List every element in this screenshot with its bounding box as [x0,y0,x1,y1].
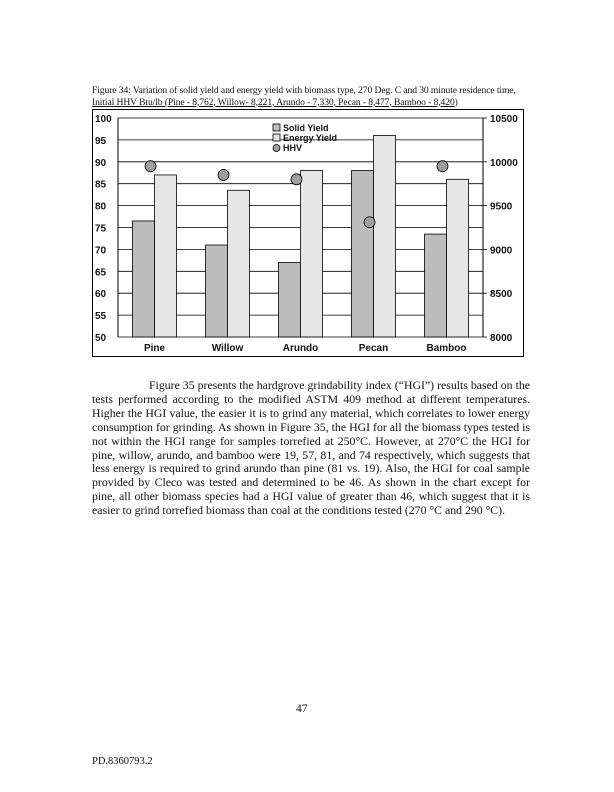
right-tick-label: 9500 [490,201,513,213]
left-tick-label: 85 [95,179,107,191]
document-id: PD.8360793.2 [92,756,153,767]
left-tick-label: 75 [95,223,107,235]
category-label: Pecan [358,343,389,354]
left-tick-label: 70 [95,245,107,257]
hhv-marker [291,174,302,185]
body-text [92,379,530,518]
solid-yield-bar [206,245,228,337]
right-tick-label: 8000 [490,333,513,344]
energy-yield-bar [301,171,323,337]
solid-yield-bar [133,221,155,337]
legend-swatch-hhv [273,145,280,152]
left-tick-label: 50 [95,333,107,344]
caption-line-2: Initial HHV Btu/lb (Pine - 8,762, Willow- 8,221, Arundo - 7,330, Pecan - 8,477, Bamboo - 8,420) [92,96,458,108]
hhv-marker [218,169,229,180]
legend-label-solid-yield: Solid Yield [283,123,329,133]
caption-line-1: Figure 34: Variation of solid yield and energy yield with biomass type, 270 Deg. C and 30 minute residence time, [92,85,516,96]
legend-label-energy-yield: Energy Yield [283,133,338,143]
category-label: Pine [143,343,166,354]
right-tick-label: 10000 [490,157,518,169]
energy-yield-bar [447,179,469,337]
solid-yield-bar [352,171,374,337]
figure-caption [92,85,532,108]
solid-yield-bar [425,234,447,337]
left-tick-label: 90 [95,157,107,169]
page-number: 47 [296,703,308,715]
left-tick-label: 100 [95,114,112,125]
energy-yield-bar [155,175,177,337]
left-tick-label: 65 [95,267,107,279]
category-label: Arundo [282,343,319,354]
left-tick-label: 80 [95,201,107,213]
hhv-marker [145,161,156,172]
energy-yield-bar [374,136,396,337]
energy-yield-bar [228,190,250,337]
hhv-marker [364,217,375,228]
solid-yield-bar [279,263,301,337]
category-label: Bamboo [426,343,467,354]
right-tick-label: 10500 [490,114,518,125]
biomass-yield-chart [92,109,524,359]
left-tick-label: 55 [95,311,107,323]
legend-swatch-solid-yield [273,124,280,131]
legend-label-hhv: HHV [283,143,303,153]
category-label: Willow [211,343,244,354]
hgi-paragraph: Figure 35 presents the hardgrove grindability index (“HGI”) results based on the tests performed according to the modified ASTM 409 method at different temperatures. Higher the HGI value, the easier it is to grind any material, which correlates to lower energy consumption for grinding. As shown in Figure 35, the HGI for all the biomass types tested is not within the HGI range for samples torrefied at 250°C. However, at 270°C the HGI for pine, willow, arundo, and bamboo were 19, 57, 81, and 74 respectively, which suggests that less energy is required to grind arundo than pine (81 vs. 19). Also, the HGI for coal sample provided by Cleco was tested and determined to be 46. As shown in the chart except for pine, all other biomass species had a HGI value of greater than 46, which suggest that it is easier to grind torrefied biomass than coal at the conditions tested (270 °C and 290 °C). [92,378,530,518]
left-tick-label: 60 [95,289,107,301]
left-tick-label: 95 [95,135,107,147]
legend-swatch-energy-yield [273,134,280,141]
hhv-marker [437,161,448,172]
right-tick-label: 8500 [490,289,513,301]
right-tick-label: 9000 [490,245,513,257]
